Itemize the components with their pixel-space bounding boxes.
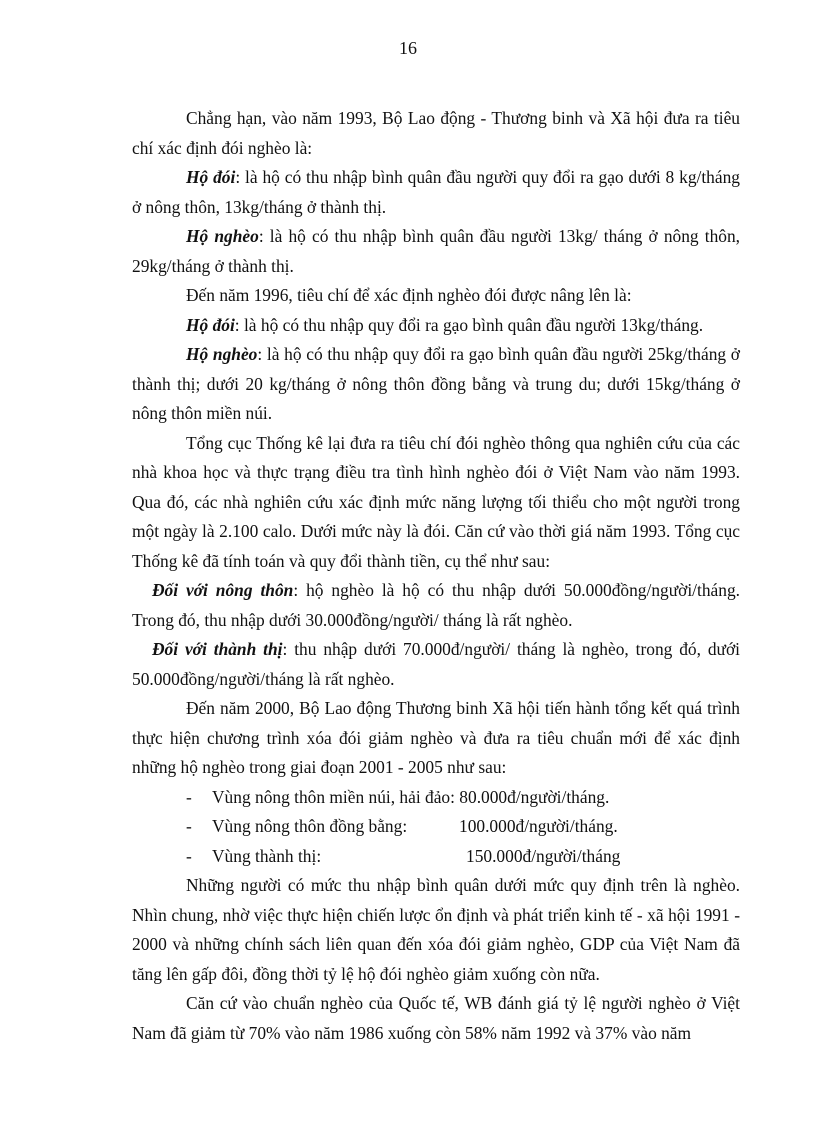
paragraph-ho-ngheo-1993: [132, 222, 740, 281]
list-label: Vùng thành thị:: [212, 845, 322, 866]
term-nong-thon: Đối với nông thôn: [152, 580, 294, 600]
paragraph-1996: Đến năm 1996, tiêu chí để xác định nghèo đói được nâng lên là:: [186, 285, 632, 305]
list-item: [132, 783, 740, 813]
paragraph-2000: Đến năm 2000, Bộ Lao động Thương binh Xã hội tiến hành tổng kết quá trình thực hiện chương trình xóa đói giảm nghèo và đưa ra tiêu chuẩn mới để xác định những hộ nghèo trong giai đoạn 2001 - 2005 như sau:: [132, 698, 740, 777]
list-dash: -: [186, 845, 192, 866]
definition-text: : là hộ có thu nhập bình quân đầu người 13kg/ tháng ở nông thôn, 29kg/tháng ở thành thị.: [132, 226, 740, 276]
definition-text: : thu nhập dưới 70.000đ/người/ tháng là nghèo, trong đó, dưới 50.000đồng/người/tháng là rất nghèo.: [132, 639, 740, 689]
paragraph-intro: Chẳng hạn, vào năm 1993, Bộ Lao động - Thương binh và Xã hội đưa ra tiêu chí xác định đói nghèo là:: [132, 108, 740, 158]
term-ho-ngheo: Hộ nghèo: [186, 226, 259, 246]
paragraph-ho-ngheo-1996: [132, 340, 740, 429]
list-item: [132, 812, 740, 842]
paragraph-thanh-thi: [132, 635, 740, 694]
list-label: Vùng nông thôn miền núi, hải đảo: 80.000đ/người/tháng.: [212, 786, 610, 807]
page-number: 16: [399, 38, 417, 58]
list-label: Vùng nông thôn đồng bằng:: [212, 816, 408, 836]
definition-text: : là hộ có thu nhập bình quân đầu người quy đổi ra gạo dưới 8 kg/tháng ở nông thôn, 13kg/tháng ở thành thị.: [132, 167, 740, 217]
paragraph-tong-cuc-thong-ke: Tổng cục Thống kê lại đưa ra tiêu chí đói nghèo thông qua nghiên cứu của các nhà khoa học và thực trạng điều tra tình hình nghèo đói ở Việt Nam vào năm 1993. Qua đó, các nhà nghiên cứu xác định mức năng lượng tối thiểu cho một người trong một ngày là 2.100 calo. Dưới mức này là đói. Căn cứ vào thời giá năm 1993. Tổng cục Thống kê đã tính toán và quy đổi thành tiền, cụ thể như sau:: [132, 432, 740, 571]
definition-text: : là hộ có thu nhập quy đổi ra gạo bình quân đầu người 13kg/tháng.: [234, 314, 704, 335]
document-body: [132, 104, 740, 1048]
paragraph-nong-thon: [132, 576, 740, 635]
term-ho-doi: Hộ đói: [186, 167, 236, 187]
term-ho-ngheo: Hộ nghèo: [186, 344, 258, 364]
list-dash: -: [186, 786, 192, 807]
definition-text: : là hộ có thu nhập quy đổi ra gạo bình quân đầu người 25kg/tháng ở thành thị; dưới 20 kg/tháng ở nông thôn đồng bằng và trung du; dưới 15kg/tháng ở nông thôn miền núi.: [132, 344, 740, 423]
list-dash: -: [186, 816, 192, 836]
list-value: 100.000đ/người/tháng.: [459, 816, 618, 836]
paragraph-summary: Những người có mức thu nhập bình quân dưới mức quy định trên là nghèo. Nhìn chung, nhờ việc thực hiện chiến lược ổn định và phát triển kinh tế - xã hội 1991 - 2000 và những chính sách liên quan đến xóa đói giảm nghèo, GDP của Việt Nam đã tăng lên gấp đôi, đồng thời tỷ lệ hộ đói nghèo giảm xuống còn nữa.: [132, 875, 740, 984]
list-item: [132, 842, 740, 872]
list-value: 150.000đ/người/tháng: [466, 845, 621, 866]
term-thanh-thi: Đối với thành thị: [152, 639, 283, 659]
paragraph-wb: Căn cứ vào chuẩn nghèo của Quốc tế, WB đánh giá tỷ lệ người nghèo ở Việt Nam đã giảm từ 70% vào năm 1986 xuống còn 58% năm 1992 và 37% vào năm: [132, 993, 740, 1043]
definition-text: : hộ nghèo là hộ có thu nhập dưới 50.000đồng/người/tháng. Trong đó, thu nhập dưới 30.000đồng/người/ tháng là rất nghèo.: [132, 580, 740, 630]
paragraph-ho-doi-1996: [132, 311, 740, 341]
paragraph-ho-doi-1993: [132, 163, 740, 222]
term-ho-doi: Hộ đói: [186, 314, 235, 335]
